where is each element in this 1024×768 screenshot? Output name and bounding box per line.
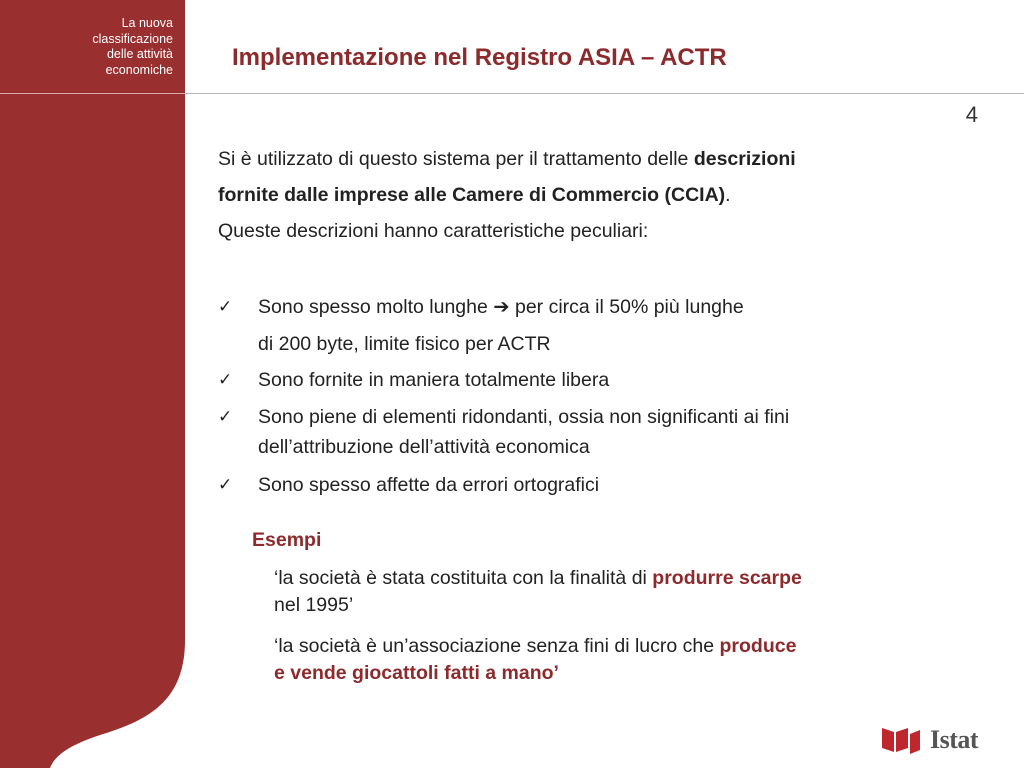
checkmark-icon: ✓	[218, 407, 233, 426]
bullet-text: Sono spesso molto lunghe ➔ per circa il 50% più lunghe	[258, 296, 744, 318]
istat-logo-text: Istat	[930, 725, 979, 754]
slide-title: Implementazione nel Registro ASIA – ACTR	[232, 44, 727, 71]
intro-line-3: Queste descrizioni hanno caratteristiche peculiari:	[218, 220, 649, 242]
checkmark-icon: ✓	[218, 475, 233, 494]
bullet-text-continuation: di 200 byte, limite fisico per ACTR	[258, 333, 551, 355]
bullet-text: Sono piene di elementi ridondanti, ossia non significanti ai fini	[258, 406, 790, 428]
example-highlight: produce	[719, 635, 797, 657]
bullet-text: Sono spesso affette da errori ortografici	[258, 474, 600, 496]
sidebar-label-line: classificazione	[92, 31, 173, 46]
example-line: nel 1995’	[274, 594, 354, 616]
examples-heading: Esempi	[252, 529, 322, 551]
intro-bold-text: descrizioni	[693, 148, 796, 170]
bullet-item	[218, 365, 978, 395]
example-line	[274, 565, 974, 592]
sidebar-label-line: La nuova	[121, 16, 173, 30]
example-highlight: produrre scarpe	[652, 567, 802, 589]
intro-bold-text: fornite dalle imprese alle Camere di Commercio (CCIA)	[218, 184, 726, 206]
bullet-item	[218, 402, 978, 462]
page-number: 4	[965, 102, 978, 127]
sidebar-label-line: delle attività	[106, 47, 173, 61]
sidebar-divider	[0, 93, 185, 94]
example-plain-text: ‘la società è un’associazione senza fini di lucro che	[274, 635, 720, 657]
bullet-text-continuation: dell’attribuzione dell’attività economica	[258, 436, 590, 458]
sidebar-section-label	[0, 16, 173, 78]
example-item	[274, 565, 974, 619]
example-highlight-line: e vende giocattoli fatti a mano’	[274, 662, 559, 684]
sidebar-label-line: economiche	[105, 62, 173, 77]
checkmark-icon: ✓	[218, 297, 233, 316]
intro-plain-text: Si è utilizzato di questo sistema per il trattamento delle	[218, 148, 694, 170]
example-line	[274, 633, 974, 660]
bullet-item	[218, 292, 978, 362]
example-item	[274, 633, 974, 687]
sidebar-background	[0, 0, 200, 768]
intro-line-1	[218, 141, 796, 177]
intro-period: .	[725, 184, 731, 206]
example-plain-text: ‘la società è stata costituita con la finalità di	[274, 567, 653, 589]
checkmark-icon: ✓	[218, 370, 233, 389]
intro-line-2	[218, 177, 731, 213]
bullet-text: Sono fornite in maniera totalmente libera	[258, 369, 610, 391]
bullet-item	[218, 470, 978, 500]
